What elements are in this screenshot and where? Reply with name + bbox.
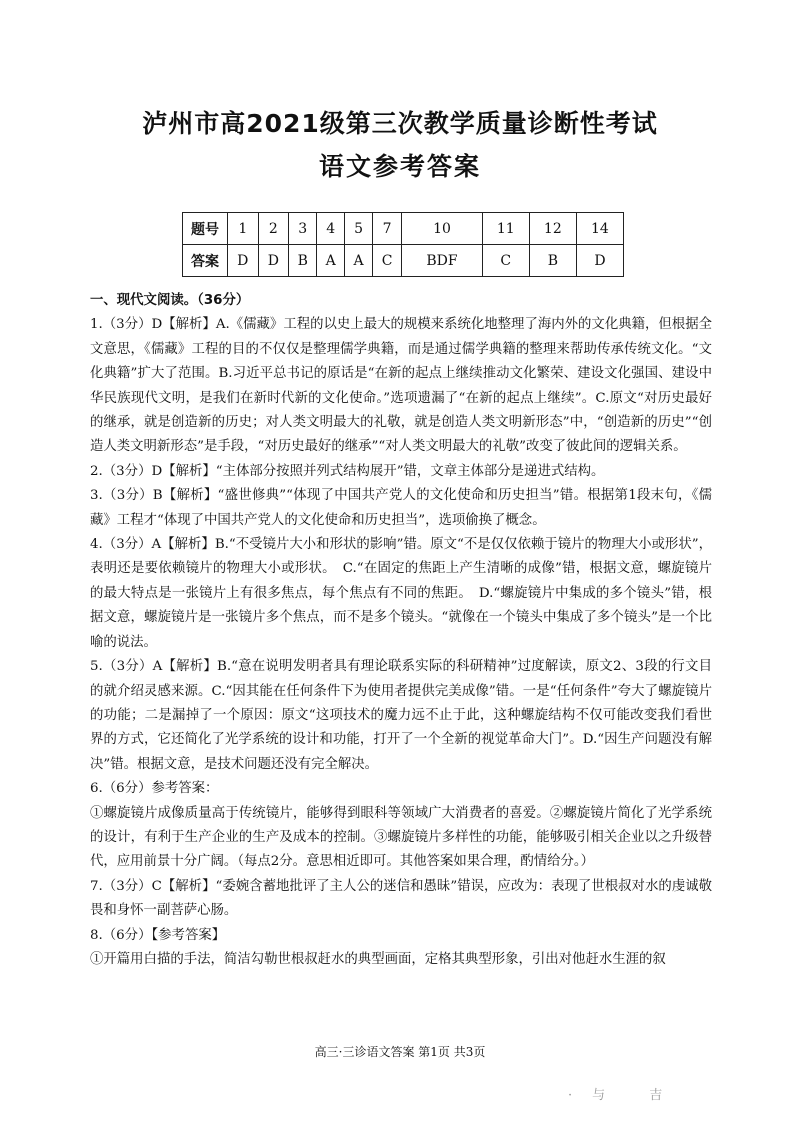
document-title: 泸州市高2021级第三次教学质量诊断性考试 [142,109,658,138]
answer-cell: D [228,245,259,277]
answer-paragraph: 3.（3分）B【解析】“盛世修典”“体现了中国共产党人的文化使命和历史担当”错。根据第1段末句，《儒藏》工程才“体现了中国共产党人的文化使命和历史担当”，选项偷换了概念。 [90,488,712,528]
answer-content [90,289,712,972]
answer-paragraph: ①开篇用白描的手法，简洁勾勒世根叔赶水的典型画面，定格其典型形象，引出对他赶水生涯的叙 [90,951,666,967]
answer-cell: A [317,245,345,277]
answer-cell: B [529,245,576,277]
answer-cell: C [482,245,529,277]
question-number-cell: 1 [228,213,259,245]
answer-table [182,212,624,277]
answer-cell: B [289,245,317,277]
question-number-header: 题号 [183,213,228,245]
question-number-cell: 12 [529,213,576,245]
question-number-cell: 2 [258,213,289,245]
answer-paragraph: 8.（6分）【参考答案】 [90,927,226,943]
answer-cell: D [258,245,289,277]
answer-paragraph: 5.（3分）A【解析】B.“意在说明发明者具有理论联系实际的科研精神”过度解读，原文2、3段的行文目的就介绍灵感来源。C.“因其能在任何条件下为使用者提供完美成像”错。一是“任何条件”夸大了螺旋镜片的功能；二是漏掉了一个原因：原文“这项技术的魔力远不止于此，这种螺旋结构不仅可能改变我们看世界的方式，它还简化了光学系统的设计和功能，打开了一个全新的视觉革命大门”。D.“因生产问题没有解决”错。根据文意，是技术问题还没有完全解决。 [90,659,712,772]
answer-header: 答案 [183,245,228,277]
answer-cell: A [345,245,373,277]
answer-paragraph: 6.（6分）参考答案： [90,781,219,797]
answer-cell: D [576,245,623,277]
page-footer: 高三·三诊语文答案 第1页 共3页 [314,1045,486,1059]
question-number-cell: 11 [482,213,529,245]
document-subtitle: 语文参考答案 [318,152,481,181]
answer-paragraph: ①螺旋镜片成像质量高于传统镜片，能够得到眼科等领域广大消费者的喜爱。②螺旋镜片简化了光学系统的设计，有利于生产企业的生产及成本的控制。③螺旋镜片多样性的功能，能够吸引相关企业以之升级替代，应用前景十分广阔。（每点2分。意思相近即可。其他答案如果合理，酌情给分。） [90,805,712,870]
answer-row [183,245,624,277]
answer-paragraph: 1.（3分）D【解析】A.《儒藏》工程的以史上最大的规模来系统化地整理了海内外的文化典籍，但根据全文意思，《儒藏》工程的目的不仅仅是整理儒学典籍，而是通过儒学典籍的整理来帮助传承传统文化。“文化典籍”扩大了范围。B.习近平总书记的原话是“在新的起点上继续推动文化繁荣、建设文化强国、建设中华民族现代文明，是我们在新时代新的文化使命。”选项遗漏了“在新的起点上继续”。C.原文“对历史最好的继承，就是创造新的历史；对人类文明最大的礼敬，就是创造人类文明新形态”中，“创造新的历史”“创造人类文明新形态”是手段，“对历史最好的继承”“对人类文明最大的礼敬”改变了彼此间的逻辑关系。 [90,317,712,455]
answer-paragraph: 2.（3分）D【解析】“主体部分按照并列式结构展开”错，文章主体部分是递进式结构。 [90,463,605,479]
question-number-row [183,213,624,245]
answer-cell: BDF [402,245,483,277]
question-number-cell: 5 [345,213,373,245]
question-number-cell: 10 [402,213,483,245]
question-number-cell: 3 [289,213,317,245]
answer-cell: C [372,245,401,277]
corner-mark: ·与 吉 [568,1088,683,1103]
answer-paragraph: 4.（3分）A【解析】B.“不受镜片大小和形状的影响”错。原文“不是仅仅依赖于镜片的物理大小或形状”，表明还是要依赖镜片的物理大小或形状。 C.“在固定的焦距上产生清晰的成像”错，根据文意，螺旋镜片的最大特点是一张镜片上有很多焦点，每个焦点有不同的焦距。 D.“螺旋镜片中集成的多个镜头”错，根据文意，螺旋镜片是一张镜片多个焦点，而不是多个镜头。“就像在一个镜头中集成了多个镜头”是一个比喻的说法。 [90,537,712,650]
question-number-cell: 4 [317,213,345,245]
answer-paragraph: 7.（3分）C【解析】“委婉含蓄地批评了主人公的迷信和愚昧”错误，应改为：表现了世根叔对水的虔诚敬畏和身怀一副菩萨心肠。 [90,878,712,919]
section-heading: 一、现代文阅读。（36分） [90,293,250,308]
question-number-cell: 14 [576,213,623,245]
question-number-cell: 7 [372,213,401,245]
